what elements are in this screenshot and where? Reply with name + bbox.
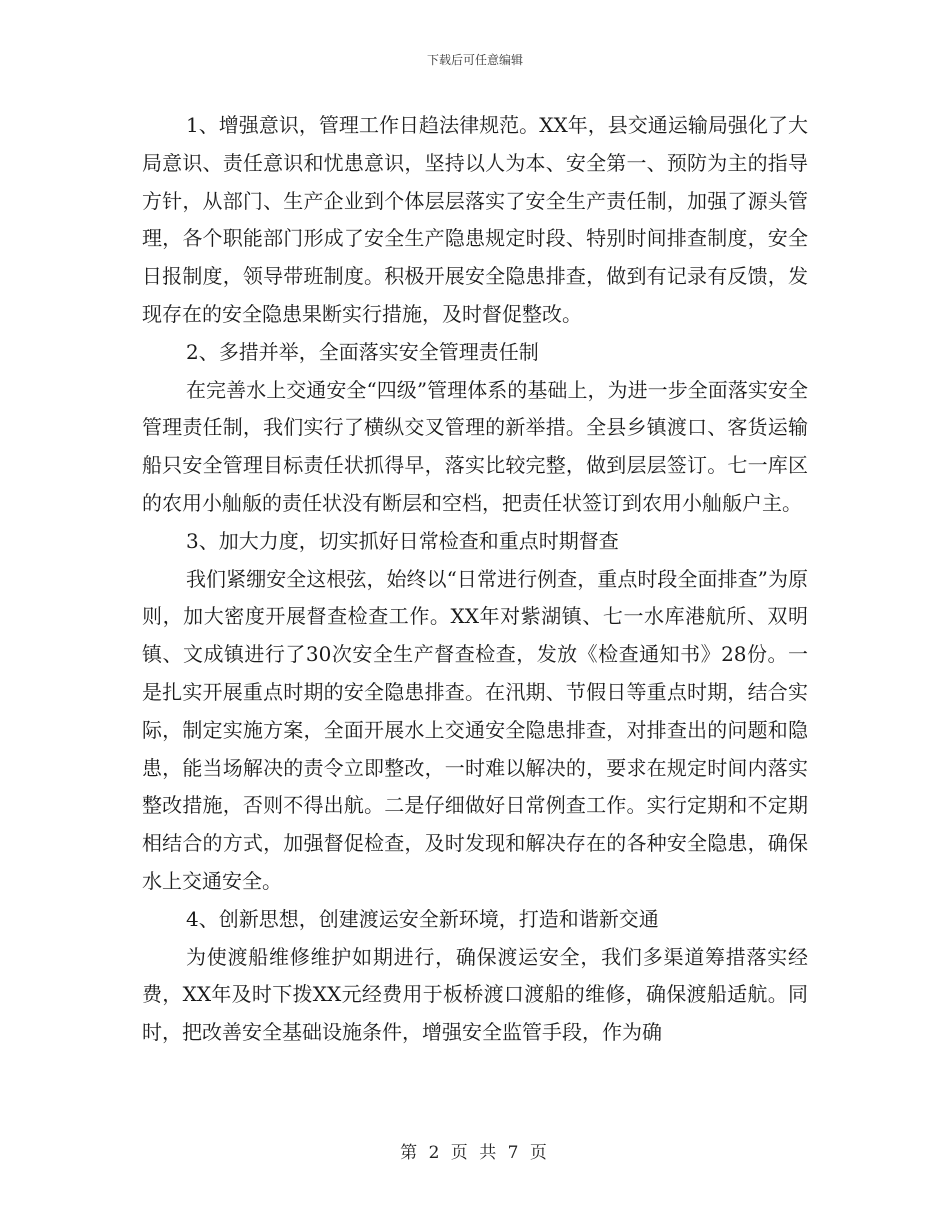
paragraph-item-2: 在完善水上交通安全“四级”管理体系的基础上，为进一步全面落实安全管理责任制，我们实行了横纵交叉管理的新举措。全县乡镇渡口、客货运输船只安全管理目标责任状抓得早，落实比较完整，做到层层签订。七一库区的农用小舢舨的责任状没有断层和空档，把责任状签订到农用小舢舨户主。 xyxy=(142,377,808,515)
paragraph-item-3: 我们紧绷安全这根弦，始终以“日常进行例查，重点时段全面排查”为原则，加大密度开展督查检查工作。XX年对紫湖镇、七一水库港航所、双明镇、文成镇进行了30次安全生产督查检查，发放《检查通知书》28份。一是扎实开展重点时期的安全隐患排查。在汛期、节假日等重点时期，结合实际，制定实施方案，全面开展水上交通安全隐患排查，对排查出的问题和隐患，能当场解决的责令立即整改，一时难以解决的，要求在规定时间内落实整改措施，否则不得出航。二是仔细做好日常例查工作。实行定期和不定期相结合的方式，加强督促检查，及时发现和解决存在的各种安全隐患，确保水上交通安全。 xyxy=(142,566,808,893)
paragraph-item-4: 为使渡船维修维护如期进行，确保渡运安全，我们多渠道筹措落实经费，XX年及时下拨XX元经费用于板桥渡口渡船的维修，确保渡船适航。同时，把改善安全基础设施条件，增强安全监管手段，作为确 xyxy=(142,944,808,1045)
section-heading-4: 4、创新思想，创建渡运安全新环境，打造和谐新交通 xyxy=(186,906,659,931)
paragraph-item-1: 1、增强意识，管理工作日趋法律规范。XX年，县交通运输局强化了大局意识、责任意识和忧患意识，坚持以人为本、安全第一、预防为主的指导方针，从部门、生产企业到个体层层落实了安全生产责任制，加强了源头管理，各个职能部门形成了安全生产隐患规定时段、特别时间排查制度，安全日报制度，领导带班制度。积极开展安全隐患排查，做到有记录有反馈，发现存在的安全隐患果断实行措施，及时督促整改。 xyxy=(142,113,808,326)
page-footer: 第 2 页 共 7 页 xyxy=(400,1143,550,1163)
section-heading-2: 2、多措并举，全面落实安全管理责任制 xyxy=(186,339,539,364)
document-body xyxy=(142,107,808,1052)
page-header: 下载后可任意编辑 xyxy=(426,53,523,67)
section-heading-3: 3、加大力度，切实抓好日常检查和重点时期督查 xyxy=(186,528,619,553)
